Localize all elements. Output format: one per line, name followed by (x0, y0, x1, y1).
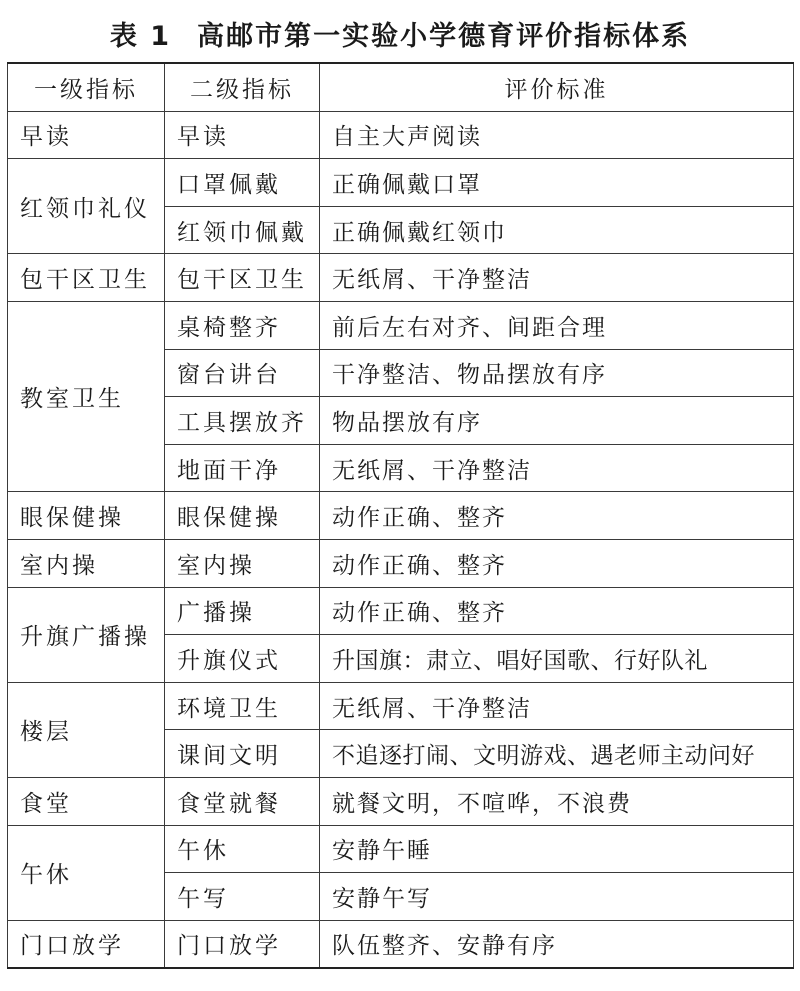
table-row (8, 301, 794, 349)
evaluation-standard-cell: 前后左右对齐、间距合理 (320, 301, 794, 349)
table-row (8, 539, 794, 587)
primary-indicator-cell: 教室卫生 (8, 301, 165, 491)
secondary-indicator-cell: 窗台讲台 (165, 349, 320, 397)
table-row (8, 254, 794, 302)
primary-indicator-cell: 门口放学 (8, 920, 165, 968)
secondary-indicator-cell: 包干区卫生 (165, 254, 320, 302)
secondary-indicator-cell: 广播操 (165, 587, 320, 635)
table-number: 表 1 (109, 21, 172, 52)
header-row (8, 63, 794, 111)
secondary-indicator-cell: 午写 (165, 873, 320, 921)
primary-indicator-cell: 升旗广播操 (8, 587, 165, 682)
evaluation-standard-cell: 动作正确、整齐 (320, 492, 794, 540)
header-primary-indicator: 一级指标 (8, 63, 165, 111)
secondary-indicator-cell: 升旗仪式 (165, 635, 320, 683)
table-row (8, 159, 794, 207)
evaluation-standard-cell: 无纸屑、干净整洁 (320, 254, 794, 302)
evaluation-standard-cell: 不追逐打闹、文明游戏、遇老师主动问好 (320, 730, 794, 778)
table-caption: 高邮市第一实验小学德育评价指标体系 (197, 21, 691, 52)
secondary-indicator-cell: 环境卫生 (165, 682, 320, 730)
table-row (8, 777, 794, 825)
primary-indicator-cell: 红领巾礼仪 (8, 159, 165, 254)
table-row (8, 492, 794, 540)
evaluation-standard-cell: 正确佩戴口罩 (320, 159, 794, 207)
evaluation-standard-cell: 物品摆放有序 (320, 397, 794, 445)
table-row (8, 111, 794, 159)
header-secondary-indicator: 二级指标 (165, 63, 320, 111)
secondary-indicator-cell: 门口放学 (165, 920, 320, 968)
primary-indicator-cell: 包干区卫生 (8, 254, 165, 302)
secondary-indicator-cell: 红领巾佩戴 (165, 206, 320, 254)
primary-indicator-cell: 室内操 (8, 539, 165, 587)
evaluation-standard-cell: 安静午睡 (320, 825, 794, 873)
evaluation-standard-cell: 自主大声阅读 (320, 111, 794, 159)
secondary-indicator-cell: 地面干净 (165, 444, 320, 492)
primary-indicator-cell: 食堂 (8, 777, 165, 825)
evaluation-standard-cell: 无纸屑、干净整洁 (320, 444, 794, 492)
secondary-indicator-cell: 食堂就餐 (165, 777, 320, 825)
header-evaluation-standard: 评价标准 (320, 63, 794, 111)
table-row (8, 920, 794, 968)
evaluation-standard-cell: 动作正确、整齐 (320, 539, 794, 587)
secondary-indicator-cell: 工具摆放齐 (165, 397, 320, 445)
table-title (0, 14, 800, 53)
secondary-indicator-cell: 课间文明 (165, 730, 320, 778)
evaluation-standard-cell: 就餐文明，不喧哗，不浪费 (320, 777, 794, 825)
secondary-indicator-cell: 口罩佩戴 (165, 159, 320, 207)
table-row (8, 825, 794, 873)
evaluation-table (7, 62, 794, 969)
secondary-indicator-cell: 午休 (165, 825, 320, 873)
evaluation-standard-cell: 无纸屑、干净整洁 (320, 682, 794, 730)
secondary-indicator-cell: 眼保健操 (165, 492, 320, 540)
primary-indicator-cell: 楼层 (8, 682, 165, 777)
evaluation-standard-cell: 队伍整齐、安静有序 (320, 920, 794, 968)
primary-indicator-cell: 午休 (8, 825, 165, 920)
secondary-indicator-cell: 早读 (165, 111, 320, 159)
evaluation-standard-cell: 安静午写 (320, 873, 794, 921)
primary-indicator-cell: 眼保健操 (8, 492, 165, 540)
evaluation-standard-cell: 干净整洁、物品摆放有序 (320, 349, 794, 397)
primary-indicator-cell: 早读 (8, 111, 165, 159)
evaluation-standard-cell: 正确佩戴红领巾 (320, 206, 794, 254)
evaluation-standard-cell: 升国旗：肃立、唱好国歌、行好队礼 (320, 635, 794, 683)
evaluation-standard-cell: 动作正确、整齐 (320, 587, 794, 635)
table-row (8, 682, 794, 730)
secondary-indicator-cell: 桌椅整齐 (165, 301, 320, 349)
secondary-indicator-cell: 室内操 (165, 539, 320, 587)
table-row (8, 587, 794, 635)
table-body (8, 111, 794, 968)
